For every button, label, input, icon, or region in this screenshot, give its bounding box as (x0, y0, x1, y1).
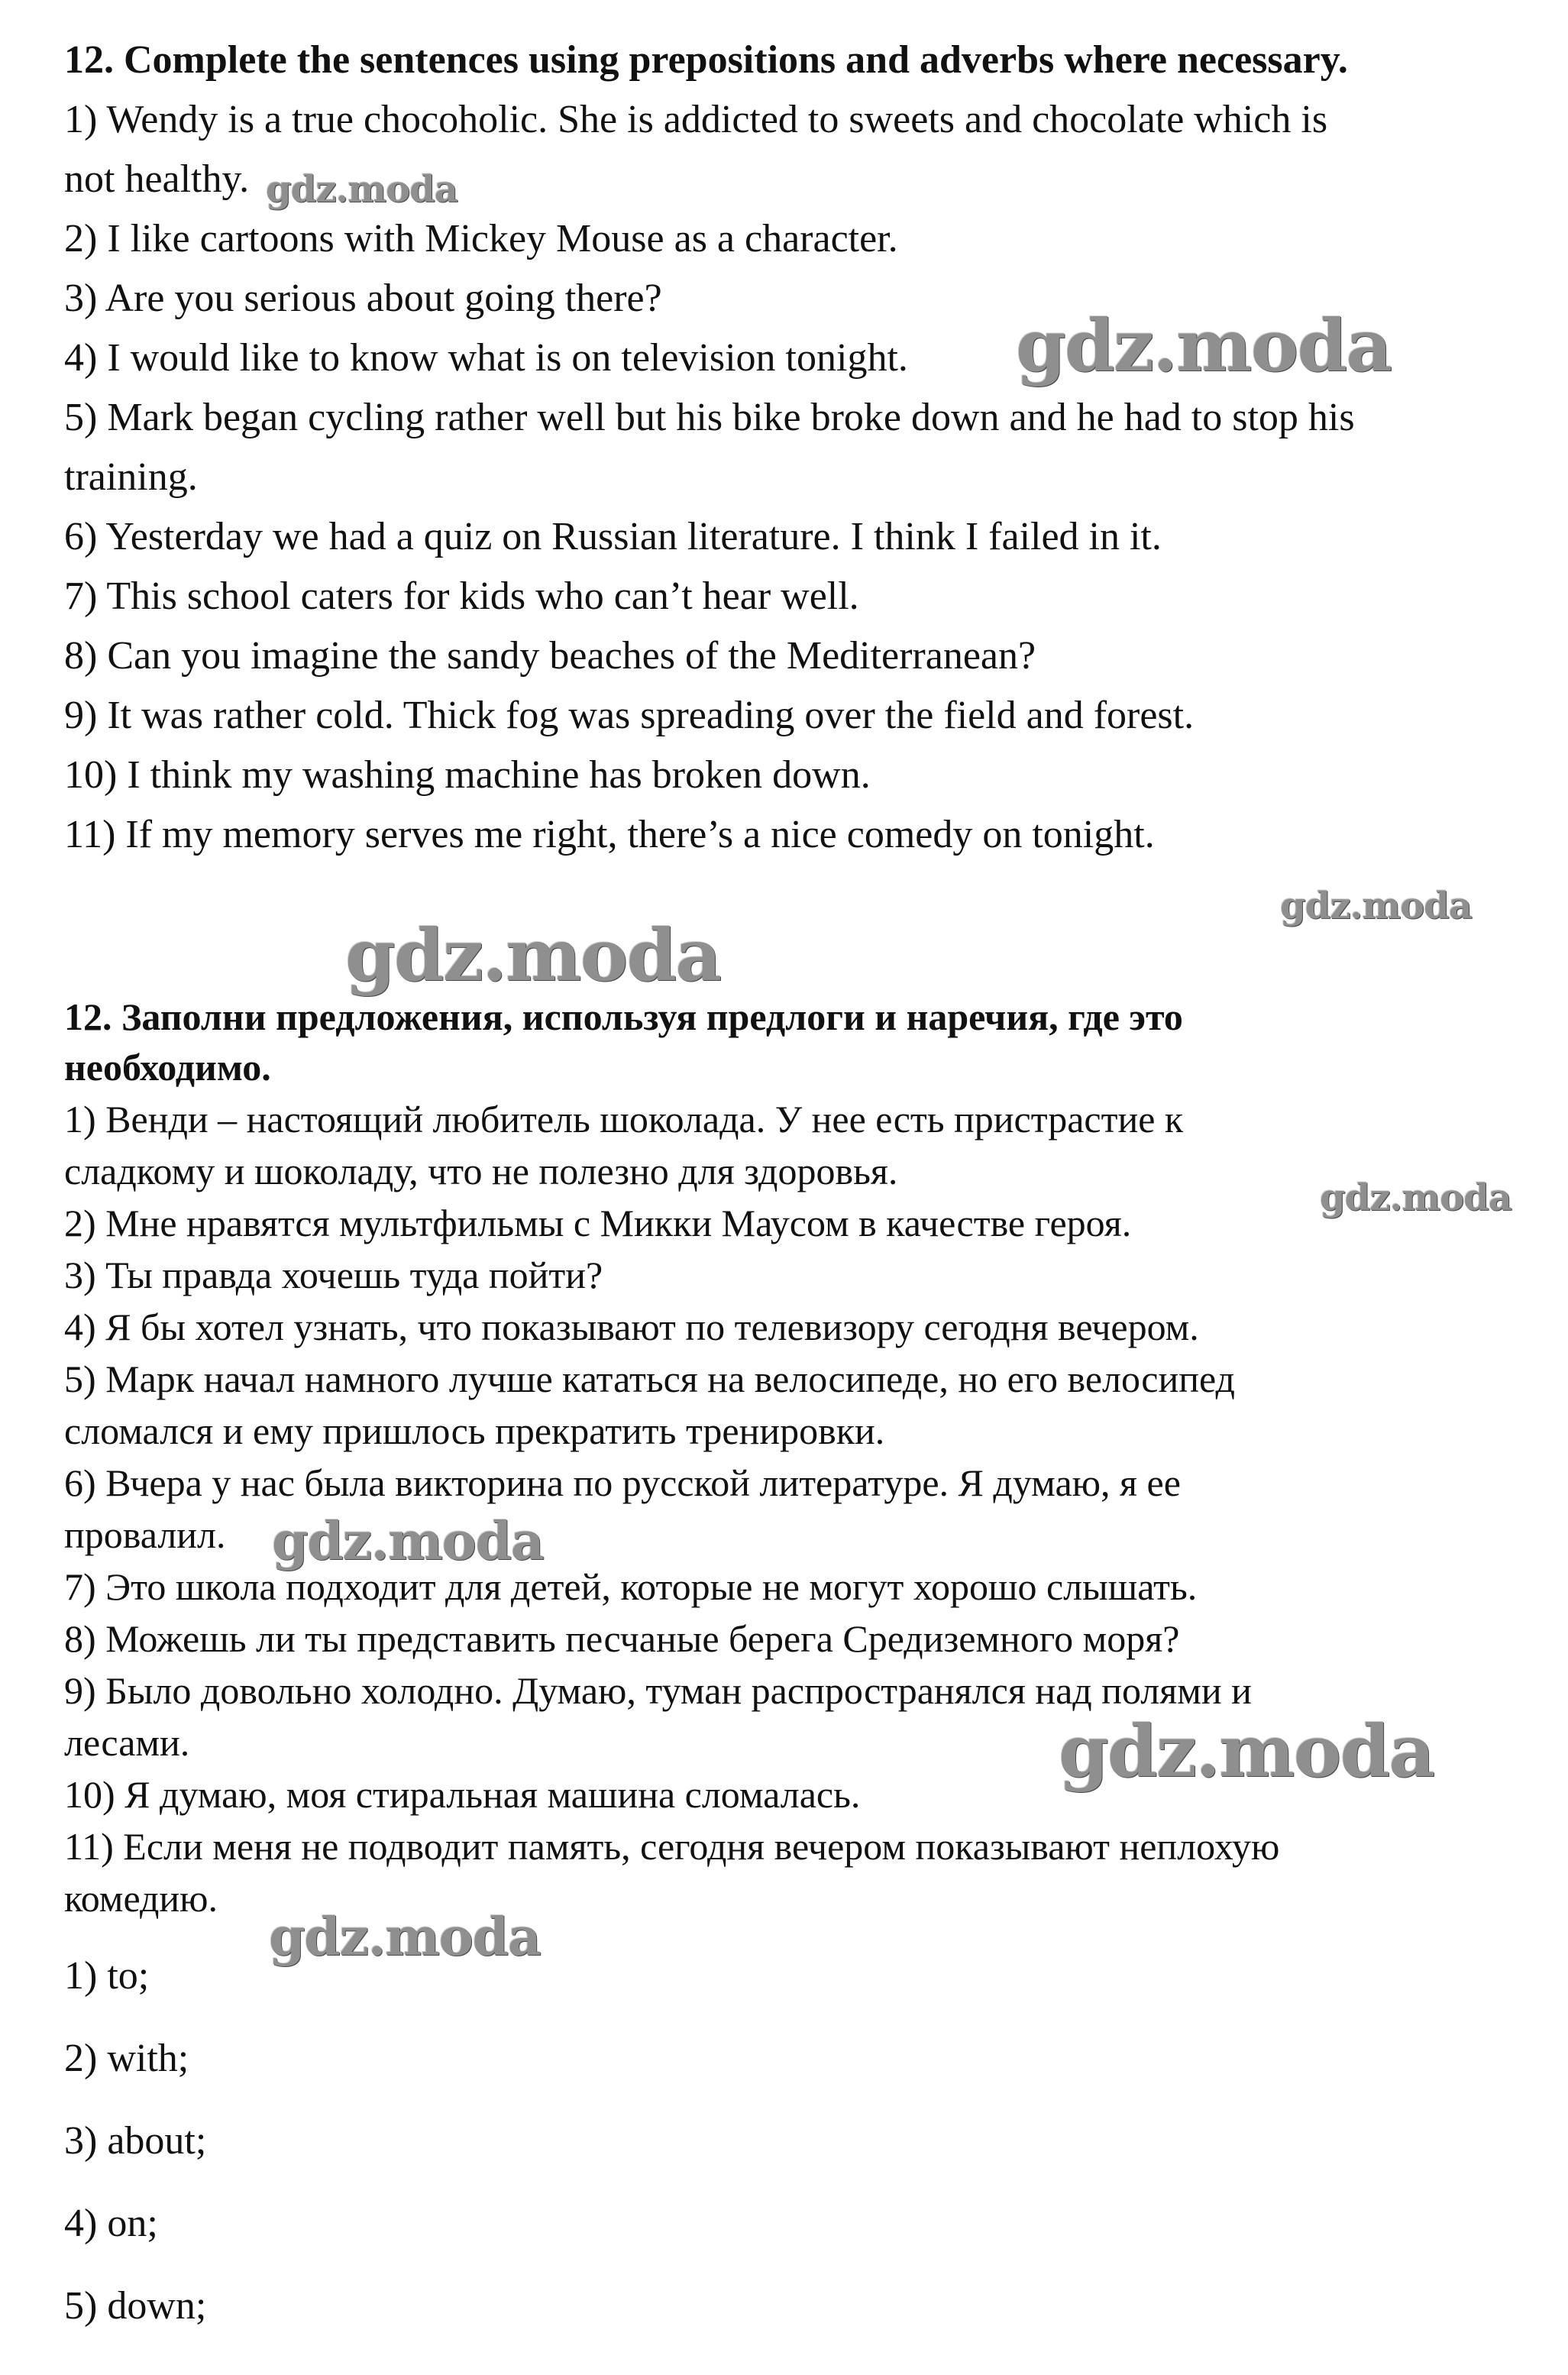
russian-line: 7) Это школа подходит для детей, которые не могут хорошо слышать. (64, 1565, 1198, 1608)
russian-line: 2) Мне нравятся мультфильмы с Микки Маусом в качестве героя. (64, 1202, 1132, 1244)
answer-item: 2) with; (64, 2037, 189, 2080)
english-line: 6) Yesterday we had a quiz on Russian literature. I think I failed in it. (64, 515, 1162, 558)
russian-line: 10) Я думаю, моя стиральная машина сломалась. (64, 1773, 861, 1816)
russian-line: провалил. (64, 1513, 226, 1556)
english-line: 3) Are you serious about going there? (64, 277, 662, 320)
answer-item: 3) about; (64, 2119, 207, 2163)
english-line: training. (64, 455, 198, 499)
russian-line: 11) Если меня не подводит память, сегодня вечером показывают неплохую (64, 1825, 1280, 1868)
english-exercise-heading: 12. Complete the sentences using prepositions and adverbs where necessary. (64, 38, 1348, 82)
russian-line: лесами. (64, 1721, 190, 1764)
answer-item: 4) on; (64, 2202, 158, 2245)
russian-line: 1) Венди – настоящий любитель шоколада. У нее есть пристрастие к (64, 1098, 1184, 1141)
english-line: 7) This school caters for kids who can’t hear well. (64, 574, 859, 618)
english-line: 2) I like cartoons with Mickey Mouse as a character. (64, 217, 898, 260)
watermark: gdz.moda (1320, 1176, 1511, 1219)
watermark: gdz.moda (269, 1907, 541, 1968)
english-line: 11) If my memory serves me right, there’s a nice comedy on tonight. (64, 813, 1155, 856)
english-line: 5) Mark began cycling rather well but his bike broke down and he had to stop his (64, 396, 1355, 439)
english-line: not healthy. (64, 157, 250, 201)
answer-item: 5) down; (64, 2284, 207, 2328)
russian-line: сладкому и шоколаду, что не полезно для здоровья. (64, 1150, 898, 1192)
russian-line: комедию. (64, 1877, 218, 1920)
russian-line: 4) Я бы хотел узнать, что показывают по телевизору сегодня вечером. (64, 1306, 1199, 1348)
russian-exercise-heading: необходимо. (64, 1046, 271, 1089)
english-line: 8) Can you imagine the sandy beaches of the Mediterranean? (64, 634, 1036, 678)
watermark: gdz.moda (1059, 1710, 1434, 1794)
watermark: gdz.moda (1280, 885, 1472, 927)
russian-line: 9) Было довольно холодно. Думаю, туман распространялся над полями и (64, 1669, 1252, 1712)
english-line: 4) I would like to know what is on television tonight. (64, 336, 908, 380)
watermark: gdz.moda (1016, 304, 1392, 388)
watermark: gdz.moda (272, 1511, 544, 1572)
watermark: gdz.moda (266, 168, 457, 211)
russian-exercise-heading: 12. Заполни предложения, используя предлоги и наречия, где это (64, 995, 1183, 1038)
russian-line: 6) Вчера у нас была викторина по русской литературе. Я думаю, я ее (64, 1461, 1181, 1504)
english-line: 10) I think my washing machine has broken down. (64, 753, 871, 797)
answer-item: 1) to; (64, 1954, 150, 1998)
english-line: 1) Wendy is a true chocoholic. She is addicted to sweets and chocolate which is (64, 98, 1328, 141)
russian-line: 8) Можешь ли ты представить песчаные берега Средиземного моря? (64, 1617, 1180, 1660)
watermark: gdz.moda (345, 914, 721, 998)
russian-line: 3) Ты правда хочешь туда пойти? (64, 1254, 603, 1296)
english-line: 9) It was rather cold. Thick fog was spreading over the field and forest. (64, 694, 1195, 737)
russian-line: 5) Марк начал намного лучше кататься на велосипеде, но его велосипед (64, 1357, 1235, 1400)
russian-line: сломался и ему пришлось прекратить тренировки. (64, 1409, 885, 1452)
